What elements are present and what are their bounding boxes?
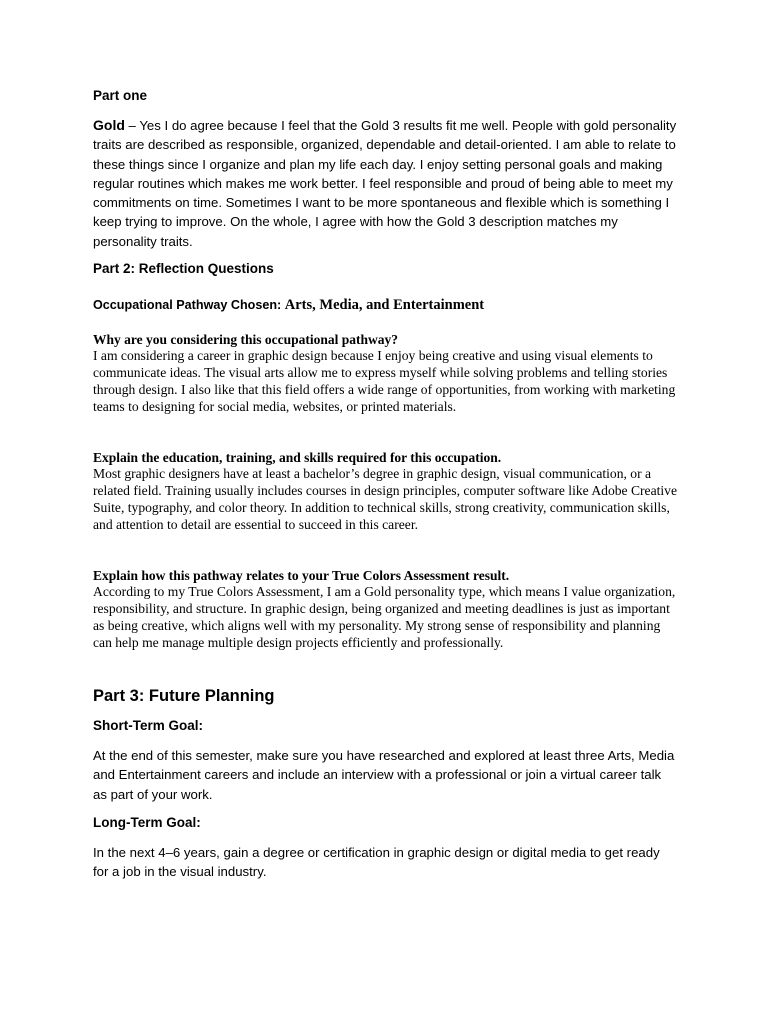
pathway-label: Occupational Pathway Chosen:	[93, 298, 285, 312]
pathway-line	[93, 296, 678, 314]
answer-2: Most graphic designers have at least a bachelor’s degree in graphic design, visual communication, or a related field. Training usually includes courses in design principles, computer software like Adobe Creative Suite, typography, and color theory. In addition to technical skills, strong creativity, communication skills, and attention to detail are essential to succeed in this career.	[93, 466, 678, 532]
gold-paragraph	[93, 116, 678, 251]
pathway-value: Arts, Media, and Entertainment	[284, 297, 485, 313]
long-term-label: Long-Term Goal:	[93, 815, 201, 830]
part-three-heading: Part 3: Future Planning	[93, 687, 275, 705]
question-1: Why are you considering this occupational pathway?	[93, 332, 399, 347]
part-one-heading: Part one	[93, 88, 148, 103]
part-two-heading: Part 2: Reflection Questions	[93, 261, 274, 276]
answer-3: According to my True Colors Assessment, I am a Gold personality type, which means I value organization, responsibility, and structure. In graphic design, being organized and meeting deadlines is just as important as being creative, which aligns well with my personality. My strong sense of responsibility and planning can help me manage multiple design projects efficiently and professionally.	[93, 584, 676, 650]
long-term-text: In the next 4–6 years, gain a degree or certification in graphic design or digital media to get ready for a job in the visual industry.	[93, 845, 660, 880]
question-2: Explain the education, training, and skills required for this occupation.	[93, 450, 502, 465]
question-3: Explain how this pathway relates to your True Colors Assessment result.	[93, 568, 510, 583]
answer-1: I am considering a career in graphic design because I enjoy being creative and using visual elements to communicate ideas. The visual arts allow me to express myself while solving problems and telling stories through design. I also like that this field offers a wide range of opportunities, from working with marketing teams to designing for social media, websites, or printed materials.	[93, 348, 676, 414]
short-term-label: Short-Term Goal:	[93, 718, 204, 733]
gold-label: Gold	[93, 117, 125, 133]
gold-text: – Yes I do agree because I feel that the Gold 3 results fit me well. People with gold personality traits are described as responsible, organized, dependable and detail-oriented. I am able to relate to these things since I organize and plan my life each day. I enjoy setting personal goals and making regular routines which makes me work better. I feel responsible and proud of being able to meet my commitments on time. Sometimes I want to be more spontaneous and flexible which is something I keep trying to improve. On the whole, I agree with how the Gold 3 description matches my personality traits.	[93, 118, 677, 249]
short-term-text: At the end of this semester, make sure you have researched and explored at least three Arts, Media and Entertainment careers and include an interview with a professional or join a virtual career talk as part of your work.	[93, 748, 675, 802]
